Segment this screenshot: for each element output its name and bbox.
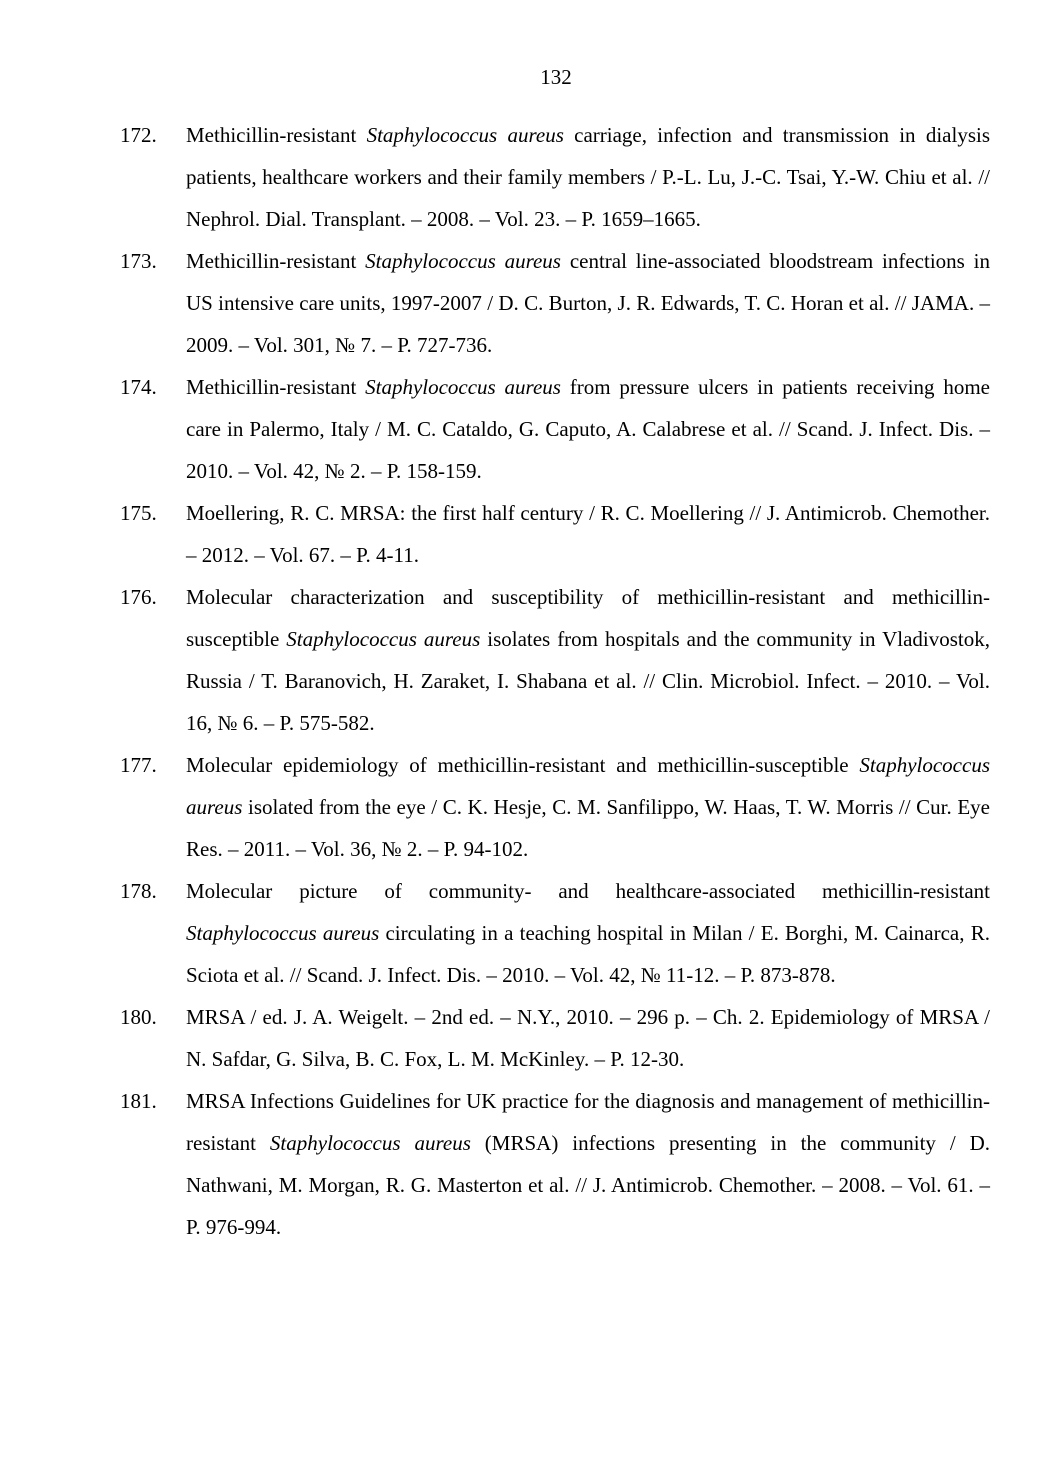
reference-text-segment: MRSA Infections Guidelines for UK practice for the diagnosis and management of methicillin-resistant (186, 1089, 990, 1155)
reference-text-segment: (MRSA) infections presenting in the community / D. Nathwani, M. Morgan, R. G. Masterton et al. // J. Antimicrob. Chemother. – 2008. – Vol. 61. – P. 976-994. (186, 1131, 991, 1239)
reference-item (120, 744, 990, 870)
reference-item (120, 366, 990, 492)
reference-text-segment: Molecular epidemiology of methicillin-resistant and methicillin-susceptible (186, 753, 860, 777)
reference-text (186, 879, 990, 987)
species-name: Staphylococcus aureus (365, 375, 561, 399)
species-name: Staphylococcus aureus (286, 627, 481, 651)
reference-text-segment: MRSA / ed. J. A. Weigelt. – 2nd ed. – N.Y., 2010. – 296 p. – Ch. 2. Epidemiology of MRSA / N. Safdar, G. Silva, B. C. Fox, L. M. McKinley. – P. 12-30. (186, 1005, 990, 1071)
reference-text (186, 753, 990, 861)
reference-text-segment: Methicillin-resistant (186, 249, 366, 273)
reference-text-segment: Methicillin-resistant (186, 375, 366, 399)
page-number: 132 (540, 65, 572, 89)
reference-number: 176. (120, 585, 157, 609)
reference-number: 177. (120, 753, 157, 777)
reference-number: 174. (120, 375, 157, 399)
reference-text (186, 501, 990, 567)
reference-text-segment: isolates from hospitals and the community in Vladivostok, Russia / T. Baranovich, H. Zaraket, I. Shabana et al. // Clin. Microbiol. Infect. – 2010. – Vol. 16, № 6. – P. 575-582. (186, 627, 990, 735)
species-name: Staphylococcus aureus (366, 123, 564, 147)
reference-text (186, 1089, 990, 1239)
reference-item (120, 1080, 990, 1248)
reference-text-segment: Molecular picture of community- and healthcare-associated methicillin-resistant (186, 879, 990, 903)
reference-text-segment: central line-associated bloodstream infections in US intensive care units, 1997-2007 / D. C. Burton, J. R. Edwards, T. C. Horan et al. // JAMA. – 2009. – Vol. 301, № 7. – P. 727-736. (186, 249, 990, 357)
reference-list (120, 114, 990, 1248)
reference-text-segment: isolated from the eye / C. K. Hesje, C. M. Sanfilippo, W. Haas, T. W. Morris // Cur. Eye Res. – 2011. – Vol. 36, № 2. – P. 94-102. (186, 795, 990, 861)
reference-item (120, 576, 990, 744)
reference-item (120, 240, 990, 366)
species-name: Staphylococcus aureus (186, 921, 380, 945)
reference-number: 175. (120, 501, 157, 525)
reference-text (186, 585, 990, 735)
species-name: Staphylococcus aureus (186, 753, 990, 819)
reference-number: 172. (120, 123, 157, 147)
reference-text (186, 249, 990, 357)
species-name: Staphylococcus aureus (269, 1131, 471, 1155)
reference-text-segment: Moellering, R. C. MRSA: the first half century / R. C. Moellering // J. Antimicrob. Chemother. – 2012. – Vol. 67. – P. 4-11. (186, 501, 990, 567)
species-name: Staphylococcus aureus (365, 249, 561, 273)
reference-text-segment: Molecular characterization and susceptibility of methicillin-resistant and methicillin-susceptible (186, 585, 990, 651)
reference-number: 181. (120, 1089, 157, 1113)
reference-number: 180. (120, 1005, 157, 1029)
reference-item (120, 114, 990, 240)
reference-text (186, 123, 990, 231)
reference-text (186, 375, 990, 483)
reference-item (120, 996, 990, 1080)
reference-number: 173. (120, 249, 157, 273)
reference-text (186, 1005, 990, 1071)
reference-item (120, 492, 990, 576)
reference-text-segment: carriage, infection and transmission in dialysis patients, healthcare workers and their family members / P.-L. Lu, J.-C. Tsai, Y.-W. Chiu et al. // Nephrol. Dial. Transplant. – 2008. – Vol. 23. – P. 1659–1665. (186, 123, 991, 231)
reference-item (120, 870, 990, 996)
reference-text-segment: circulating in a teaching hospital in Milan / E. Borghi, M. Cainarca, R. Sciota et al. // Scand. J. Infect. Dis. – 2010. – Vol. 42, № 11-12. – P. 873-878. (186, 921, 990, 987)
reference-text-segment: Methicillin-resistant (186, 123, 367, 147)
reference-number: 178. (120, 879, 157, 903)
reference-text-segment: from pressure ulcers in patients receiving home care in Palermo, Italy / M. C. Cataldo, G. Caputo, A. Calabrese et al. // Scand. J. Infect. Dis. – 2010. – Vol. 42, № 2. – P. 158-159. (186, 375, 990, 483)
